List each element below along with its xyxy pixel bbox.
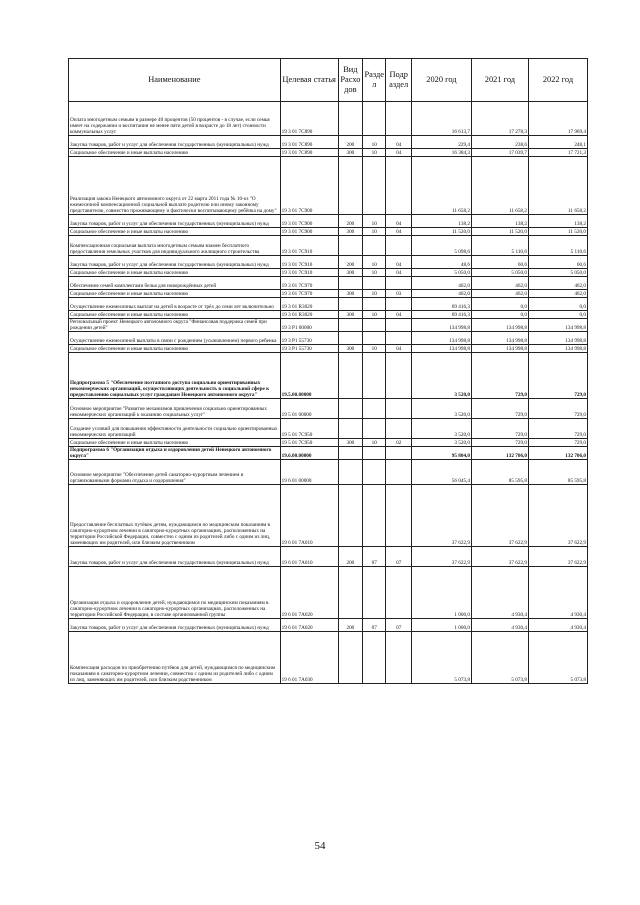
cell-year-2020: 134 998,8 <box>411 332 471 345</box>
budget-table <box>68 58 588 684</box>
table-row <box>69 102 588 136</box>
cell-target-article: 19 3 P1 00000 <box>280 319 338 332</box>
cell-section <box>363 157 386 215</box>
cell-subsection <box>386 319 411 332</box>
cell-expense-type <box>338 419 362 439</box>
cell-year-2021: 729,0 <box>471 399 528 419</box>
cell-name: Создание условий для повышения эффективности деятельности социально ориентированных некоммерческих организаций <box>69 419 281 439</box>
cell-year-2020: 1 000,0 <box>411 619 471 632</box>
cell-year-2022: 462,0 <box>528 277 587 290</box>
table-row <box>69 547 588 567</box>
header-name: Наименование <box>69 59 281 102</box>
cell-section <box>363 236 386 256</box>
cell-section <box>363 419 386 439</box>
table-header-row <box>69 59 588 102</box>
cell-section <box>363 277 386 290</box>
cell-year-2022: 134 998,8 <box>528 332 587 345</box>
cell-year-2021: 0,0 <box>471 311 528 319</box>
table-row <box>69 290 588 298</box>
header-section: Разде л <box>363 59 386 102</box>
cell-subsection: 04 <box>386 269 411 277</box>
cell-year-2021: 17 039,7 <box>471 149 528 157</box>
table-row <box>69 236 588 256</box>
cell-subsection <box>386 485 411 547</box>
table-row <box>69 269 588 277</box>
cell-section: 10 <box>363 269 386 277</box>
cell-year-2022: 11 658,2 <box>528 157 587 215</box>
cell-name: Социальное обеспечение и иные выплаты населению <box>69 269 281 277</box>
cell-section: 10 <box>363 215 386 228</box>
cell-name: Обеспечение семей комплектами белья для новорождённых детей <box>69 277 281 290</box>
cell-expense-type <box>338 277 362 290</box>
cell-year-2020: 11 520,0 <box>411 228 471 236</box>
cell-year-2020: 37 622,9 <box>411 547 471 567</box>
cell-subsection: 04 <box>386 311 411 319</box>
cell-year-2022: 729,0 <box>528 419 587 439</box>
cell-expense-type: 200 <box>338 256 362 269</box>
cell-expense-type: 300 <box>338 269 362 277</box>
cell-year-2020: 3 520,0 <box>411 419 471 439</box>
cell-expense-type: 300 <box>338 345 362 353</box>
table-row <box>69 399 588 419</box>
cell-subsection: 04 <box>386 256 411 269</box>
table-row <box>69 447 588 460</box>
cell-expense-type <box>338 485 362 547</box>
table-row <box>69 149 588 157</box>
cell-year-2021: 60,6 <box>471 256 528 269</box>
cell-expense-type: 200 <box>338 136 362 149</box>
cell-year-2022: 4 930,4 <box>528 619 587 632</box>
cell-year-2021: 462,0 <box>471 277 528 290</box>
cell-name: Предоставление бесплатных путёвок детям, нуждающимся по медицинским показаниям в санаторно-курортном лечении в санаторно-курортных организациях, расположенных на территории Российской Федерации, совместно с одним из родителей либо с одним из лиц, заменяющих им родителей, или близким родственником <box>69 485 281 547</box>
cell-section <box>363 298 386 311</box>
header-subsection: Подр аздел <box>386 59 411 102</box>
cell-name: Закупка товаров, работ и услуг для обеспечения государственных (муниципальных) нужд <box>69 547 281 567</box>
cell-target-article: 19 5 01 00000 <box>280 399 338 419</box>
cell-year-2022: 37 622,9 <box>528 547 587 567</box>
cell-year-2021: 5 110,6 <box>471 236 528 256</box>
cell-year-2020: 16 384,3 <box>411 149 471 157</box>
cell-target-article: 19 6 01 7А010 <box>280 485 338 547</box>
table-row <box>69 332 588 345</box>
header-year-2022: 2022 год <box>528 59 587 102</box>
cell-name: Социальное обеспечение и иные выплаты населению <box>69 149 281 157</box>
table-row <box>69 136 588 149</box>
cell-subsection <box>386 632 411 684</box>
page-number: 54 <box>314 840 326 852</box>
table-row <box>69 277 588 290</box>
cell-section <box>363 332 386 345</box>
table-body <box>69 102 588 684</box>
table-row <box>69 298 588 311</box>
cell-expense-type <box>338 632 362 684</box>
cell-year-2021: 11 658,2 <box>471 157 528 215</box>
cell-section: 10 <box>363 439 386 447</box>
cell-year-2021: 238,6 <box>471 136 528 149</box>
cell-target-article: 19 3 01 7С890 <box>280 149 338 157</box>
cell-year-2022: 248,1 <box>528 136 587 149</box>
cell-year-2020: 69 416,3 <box>411 311 471 319</box>
cell-subsection <box>386 353 411 399</box>
cell-subsection: 07 <box>386 547 411 567</box>
cell-section <box>363 353 386 399</box>
cell-expense-type: 300 <box>338 228 362 236</box>
cell-target-article: 19 3 01 7С910 <box>280 269 338 277</box>
cell-year-2021: 132 706,0 <box>471 447 528 460</box>
table-row <box>69 215 588 228</box>
cell-year-2021: 138,2 <box>471 215 528 228</box>
cell-target-article: 19 6 01 00000 <box>280 460 338 485</box>
cell-subsection <box>386 332 411 345</box>
cell-subsection: 04 <box>386 215 411 228</box>
cell-year-2022: 17 969,4 <box>528 102 587 136</box>
cell-target-article: 19 3 01 R3020 <box>280 298 338 311</box>
cell-year-2020: 56 045,4 <box>411 460 471 485</box>
cell-year-2021: 729,0 <box>471 439 528 447</box>
cell-name: Социальное обеспечение и иные выплаты населению <box>69 228 281 236</box>
cell-target-article: 19 3 01 7С900 <box>280 157 338 215</box>
cell-year-2022: 729,0 <box>528 353 587 399</box>
cell-year-2020: 462,0 <box>411 277 471 290</box>
cell-expense-type <box>338 298 362 311</box>
cell-target-article: 19.6.00.00000 <box>280 447 338 460</box>
cell-year-2022: 11 520,0 <box>528 228 587 236</box>
cell-year-2022: 17 721,3 <box>528 149 587 157</box>
table-row <box>69 632 588 684</box>
cell-name: Закупка товаров, работ и услуг для обеспечения государственных (муниципальных) нужд <box>69 136 281 149</box>
cell-year-2022: 0,0 <box>528 298 587 311</box>
cell-section <box>363 102 386 136</box>
cell-name: Подпрограмма 5 "Обеспечение поэтапного доступа социально ориентированных некоммерческих организаций, осуществляющих деятельность в социальной сфере к предоставлению социальных услуг гражданам Ненецкого автономного округа" <box>69 353 281 399</box>
cell-target-article: 19 3 01 R3020 <box>280 311 338 319</box>
cell-year-2022: 5 110,6 <box>528 236 587 256</box>
table-row <box>69 419 588 439</box>
cell-year-2021: 11 520,0 <box>471 228 528 236</box>
cell-name: Основное мероприятие "Развитие механизмов привлечения социально ориентированных некоммерческих организаций к оказанию социальных услуг" <box>69 399 281 419</box>
cell-name: Закупка товаров, работ и услуг для обеспечения государственных (муниципальных) нужд <box>69 619 281 632</box>
cell-year-2020: 1 000,0 <box>411 567 471 619</box>
cell-section: 07 <box>363 547 386 567</box>
cell-subsection <box>386 298 411 311</box>
cell-expense-type: 300 <box>338 311 362 319</box>
table-row <box>69 311 588 319</box>
cell-year-2021: 729,0 <box>471 353 528 399</box>
cell-year-2021: 37 622,9 <box>471 547 528 567</box>
cell-year-2021: 0,0 <box>471 298 528 311</box>
table-row <box>69 439 588 447</box>
cell-expense-type <box>338 399 362 419</box>
table-row <box>69 567 588 619</box>
cell-year-2020: 134 998,8 <box>411 345 471 353</box>
cell-target-article: 19 3 01 7С970 <box>280 277 338 290</box>
cell-year-2021: 37 622,9 <box>471 485 528 547</box>
cell-year-2022: 729,0 <box>528 399 587 419</box>
cell-name: Компенсация расходов по приобретению путёвок для детей, нуждающимся по медицинским показаниям в санаторно-курортном лечении, совместно с одним из родителей либо с одним из лиц, заменяющих им родителей, или близким родственником <box>69 632 281 684</box>
cell-section <box>363 632 386 684</box>
cell-expense-type: 200 <box>338 547 362 567</box>
cell-year-2021: 134 998,8 <box>471 332 528 345</box>
cell-target-article: 19 5 01 7С950 <box>280 439 338 447</box>
cell-year-2021: 462,0 <box>471 290 528 298</box>
cell-subsection: 04 <box>386 149 411 157</box>
cell-name: Осуществление ежемесячных выплат на детей в возрасте от трёх до семи лет включительно <box>69 298 281 311</box>
cell-subsection: 03 <box>386 290 411 298</box>
cell-expense-type <box>338 157 362 215</box>
cell-name: Закупка товаров, работ и услуг для обеспечения государственных (муниципальных) нужд <box>69 215 281 228</box>
cell-target-article: 19 6 01 7А030 <box>280 632 338 684</box>
header-target-article: Целевая статья <box>280 59 338 102</box>
cell-year-2022: 729,0 <box>528 439 587 447</box>
cell-section <box>363 460 386 485</box>
cell-year-2020: 48,6 <box>411 256 471 269</box>
cell-year-2021: 729,0 <box>471 419 528 439</box>
cell-year-2021: 134 998,8 <box>471 319 528 332</box>
cell-year-2020: 5 050,0 <box>411 269 471 277</box>
cell-year-2022: 60,6 <box>528 256 587 269</box>
cell-subsection <box>386 567 411 619</box>
cell-expense-type: 300 <box>338 439 362 447</box>
cell-year-2022: 134 998,8 <box>528 345 587 353</box>
header-year-2020: 2020 год <box>411 59 471 102</box>
cell-year-2022: 5 050,0 <box>528 269 587 277</box>
cell-subsection: 07 <box>386 619 411 632</box>
cell-subsection <box>386 236 411 256</box>
cell-subsection <box>386 277 411 290</box>
cell-expense-type <box>338 319 362 332</box>
cell-expense-type <box>338 460 362 485</box>
cell-year-2020: 138,2 <box>411 215 471 228</box>
cell-section <box>363 447 386 460</box>
cell-target-article: 19 5 01 7С950 <box>280 419 338 439</box>
cell-year-2020: 3 520,0 <box>411 399 471 419</box>
cell-year-2020: 229,4 <box>411 136 471 149</box>
cell-year-2021: 17 278,3 <box>471 102 528 136</box>
cell-target-article: 19 3 01 7С890 <box>280 102 338 136</box>
cell-name: Региональный проект Ненецкого автономного округа "Финансовая поддержка семей при рождении детей" <box>69 319 281 332</box>
cell-subsection: 04 <box>386 228 411 236</box>
cell-year-2021: 5 050,0 <box>471 269 528 277</box>
cell-name: Реализация закона Ненецкого автономного округа от 22 марта 2011 года № 10-оз "О ежемесячной компенсационной социальной выплате родителю или иному законному представителю, совместно проживающему и фактически воспитывающему ребёнка на дому" <box>69 157 281 215</box>
cell-year-2020: 69 416,3 <box>411 298 471 311</box>
cell-subsection <box>386 399 411 419</box>
cell-subsection <box>386 157 411 215</box>
table-row <box>69 256 588 269</box>
cell-section <box>363 485 386 547</box>
cell-year-2020: 37 622,9 <box>411 485 471 547</box>
cell-year-2022: 0,0 <box>528 311 587 319</box>
cell-year-2020: 5 073,8 <box>411 632 471 684</box>
cell-name: Социальное обеспечение и иные выплаты населению <box>69 439 281 447</box>
table-row <box>69 460 588 485</box>
cell-target-article: 19 3 01 7С900 <box>280 215 338 228</box>
cell-target-article: 19 3 01 7С910 <box>280 256 338 269</box>
cell-name: Основное мероприятие "Обеспечение детей санаторно-курортным лечением и организованными формами отдыха и оздоровления" <box>69 460 281 485</box>
cell-expense-type <box>338 102 362 136</box>
cell-target-article: 19 3 P1 55730 <box>280 345 338 353</box>
cell-section: 10 <box>363 136 386 149</box>
cell-target-article: 19 3 P1 55730 <box>280 332 338 345</box>
cell-year-2020: 3 520,0 <box>411 353 471 399</box>
cell-target-article: 19 3 01 7С970 <box>280 290 338 298</box>
cell-target-article: 19 6 01 7А010 <box>280 547 338 567</box>
cell-year-2022: 134 998,8 <box>528 319 587 332</box>
table-row <box>69 157 588 215</box>
cell-target-article: 19 6 01 7А020 <box>280 619 338 632</box>
cell-target-article: 19 3 01 7С900 <box>280 228 338 236</box>
cell-year-2021: 4 930,4 <box>471 619 528 632</box>
cell-year-2022: 4 930,4 <box>528 567 587 619</box>
cell-subsection <box>386 460 411 485</box>
cell-year-2021: 4 930,4 <box>471 567 528 619</box>
cell-year-2020: 95 804,0 <box>411 447 471 460</box>
cell-expense-type: 200 <box>338 215 362 228</box>
cell-expense-type: 200 <box>338 619 362 632</box>
cell-name: Подпрограмма 6 "Организация отдыха и оздоровления детей Ненецкого автономного округа" <box>69 447 281 460</box>
cell-section <box>363 319 386 332</box>
cell-target-article: 19.5.00.00000 <box>280 353 338 399</box>
table-row <box>69 228 588 236</box>
cell-year-2020: 3 520,0 <box>411 439 471 447</box>
cell-name: Социальное обеспечение и иные выплаты населению <box>69 345 281 353</box>
cell-section: 10 <box>363 149 386 157</box>
cell-expense-type <box>338 447 362 460</box>
cell-section: 10 <box>363 228 386 236</box>
cell-expense-type <box>338 236 362 256</box>
cell-target-article: 19 3 01 7С890 <box>280 136 338 149</box>
cell-year-2022: 462,0 <box>528 290 587 298</box>
cell-year-2022: 138,2 <box>528 215 587 228</box>
cell-subsection: 04 <box>386 136 411 149</box>
cell-year-2020: 16 613,7 <box>411 102 471 136</box>
cell-name: Компенсационная социальная выплата многодетным семьям взамен бесплатного предоставления земельных участков для индивидуального жилищного строительства <box>69 236 281 256</box>
cell-year-2021: 5 073,8 <box>471 632 528 684</box>
cell-subsection: 04 <box>386 345 411 353</box>
cell-section: 10 <box>363 311 386 319</box>
cell-name: Оплата многодетным семьям в размере 40 процентов (50 процентов - в случае, если семья имеет на содержании и воспитании не менее пяти детей в возрасте до 18 лет) стоимости коммунальных услуг <box>69 102 281 136</box>
cell-subsection <box>386 102 411 136</box>
cell-section: 07 <box>363 619 386 632</box>
cell-expense-type <box>338 353 362 399</box>
cell-subsection <box>386 419 411 439</box>
cell-section: 10 <box>363 290 386 298</box>
header-expense-type: Вид Расхо дов <box>338 59 362 102</box>
cell-year-2021: 85 595,8 <box>471 460 528 485</box>
cell-target-article: 19 3 01 7С910 <box>280 236 338 256</box>
cell-target-article: 19 6 01 7А020 <box>280 567 338 619</box>
cell-expense-type: 300 <box>338 149 362 157</box>
cell-name: Организация отдыха и оздоровление детей, нуждающимся по медицинским показаниям в санаторно-курортном лечении в санаторно-курортных организациях, расположенных на территории Российской Федерации, в составе организованной группы <box>69 567 281 619</box>
cell-subsection <box>386 447 411 460</box>
cell-section <box>363 567 386 619</box>
cell-section <box>363 399 386 419</box>
table-row <box>69 319 588 332</box>
cell-year-2022: 5 073,8 <box>528 632 587 684</box>
header-year-2021: 2021 год <box>471 59 528 102</box>
table-row <box>69 619 588 632</box>
cell-expense-type: 300 <box>338 290 362 298</box>
cell-expense-type <box>338 332 362 345</box>
cell-name: Социальное обеспечение и иные выплаты населению <box>69 290 281 298</box>
table-row <box>69 485 588 547</box>
cell-name: Социальное обеспечение и иные выплаты населению <box>69 311 281 319</box>
cell-year-2022: 132 706,0 <box>528 447 587 460</box>
cell-subsection: 02 <box>386 439 411 447</box>
cell-name: Закупка товаров, работ и услуг для обеспечения государственных (муниципальных) нужд <box>69 256 281 269</box>
table-row <box>69 345 588 353</box>
cell-section: 10 <box>363 345 386 353</box>
cell-year-2022: 37 622,9 <box>528 485 587 547</box>
cell-section: 10 <box>363 256 386 269</box>
cell-year-2021: 134 998,8 <box>471 345 528 353</box>
table-row <box>69 353 588 399</box>
cell-year-2022: 85 595,8 <box>528 460 587 485</box>
cell-year-2020: 11 658,2 <box>411 157 471 215</box>
cell-name: Осуществление ежемесячной выплаты в связи с рождением (усыновлением) первого ребенка <box>69 332 281 345</box>
cell-year-2020: 134 998,8 <box>411 319 471 332</box>
cell-expense-type <box>338 567 362 619</box>
cell-year-2020: 5 098,6 <box>411 236 471 256</box>
cell-year-2020: 462,0 <box>411 290 471 298</box>
